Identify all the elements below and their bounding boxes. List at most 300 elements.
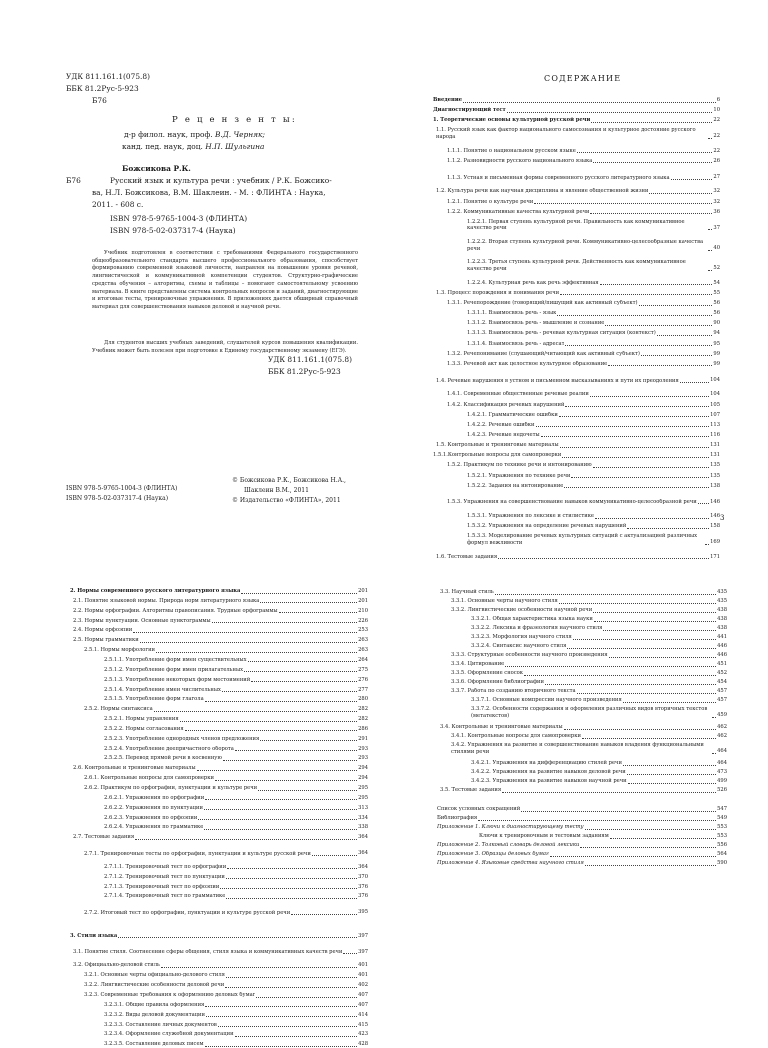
toc-entry-page: 370 xyxy=(358,873,368,880)
toc-entry xyxy=(451,607,727,614)
toc-leader-dots xyxy=(680,382,709,383)
bibliographic-line-1: Русский язык и культура речи : учебник / Р.К. Божсико- xyxy=(110,176,332,185)
toc-leader-dots xyxy=(536,426,710,427)
toc-leader-dots xyxy=(608,365,712,366)
toc-entry xyxy=(104,716,368,723)
toc-entry-title: 1.3.1. Речепорождение (говорящий/пишущий как активный субъект) xyxy=(447,300,638,306)
toc-leader-dots xyxy=(585,829,717,830)
toc-leader-dots xyxy=(505,666,716,667)
toc-entry-page: 435 xyxy=(717,598,727,604)
toc-leader-dots xyxy=(133,632,357,633)
toc-entry xyxy=(471,625,727,632)
toc-entry-title: 2.5.2.1. Нормы управления xyxy=(104,716,179,723)
toc-entry-page: 138 xyxy=(710,482,720,489)
toc-entry-title: 1.4. Речевые нарушения в устном и письменном высказываниях и пути их преодоления xyxy=(436,377,679,384)
toc-entry xyxy=(447,209,720,216)
isbn-bottom-2: ISBN 978-5-02-037317-4 (Наука) xyxy=(66,495,169,502)
toc-entry xyxy=(104,795,368,802)
toc-leader-dots xyxy=(180,721,357,722)
toc-entry-page: 27 xyxy=(713,174,720,181)
toc-entry xyxy=(73,962,368,969)
toc-entry-page: 428 xyxy=(358,1041,368,1048)
toc-entry-title: 1.3.1.1. Взаимосвязь речь - язык xyxy=(467,310,557,317)
toc-entry-page: 40 xyxy=(713,245,720,252)
toc-entry-page: 549 xyxy=(717,815,727,821)
toc-entry-page: 99 xyxy=(713,360,720,367)
toc-entry-page: 54 xyxy=(713,279,720,286)
toc-entry xyxy=(436,127,720,140)
toc-leader-dots xyxy=(206,1016,357,1017)
toc-entry xyxy=(447,402,720,409)
toc-entry-page: 56 xyxy=(713,300,720,306)
toc-leader-dots xyxy=(712,753,716,754)
toc-entry-page: 553 xyxy=(717,833,727,839)
toc-leader-dots xyxy=(627,528,709,529)
toc-entry-title: 3.3.3. Структурные особенности научного произведения xyxy=(451,652,608,658)
toc-entry xyxy=(467,513,720,520)
toc-entry-title: 1.3.1.2. Взаимосвязь речь - мышление и сознание xyxy=(467,320,605,327)
toc-entry-page: 452 xyxy=(717,670,727,676)
toc-entry xyxy=(440,589,727,596)
toc-entry xyxy=(447,148,720,155)
toc-entry xyxy=(440,787,727,794)
toc-entry xyxy=(104,1031,368,1038)
toc-entry xyxy=(479,833,727,840)
toc-entry-title: 3.2.1. Основные черты официально-делового стиля xyxy=(84,972,225,979)
toc-entry xyxy=(447,168,720,181)
toc-entry-title: 3.3.5. Оформление сносок xyxy=(451,670,524,676)
toc-leader-dots xyxy=(590,396,709,397)
toc-leader-dots xyxy=(600,284,713,285)
toc-entry-page: 116 xyxy=(710,431,720,438)
toc-entry xyxy=(437,815,727,822)
toc-entry-page: 423 xyxy=(358,1031,368,1038)
toc-entry-page: 291 xyxy=(358,735,368,742)
annotation: Учебник подготовлен в соответствии с требованиями Федерального государственного общеобразовательного стандарта высшего профессионального образования, способствует формированию современной языковой личности, направлен на повышение уровня речевой, лингвистической и коммуникативной компетенции студентов. Структурно-графические средства обучения – алгоритмы, схемы и таблицы – помогают самостоятельному усвоению материала. В книге представлены система контрольных вопросов и заданий, диагностирующие и итоговые тесты, тренировочные упражнения. В приложениях дается обширный справочный материал для совершенствования навыков деловой и научной речи. xyxy=(92,250,358,310)
toc-entry xyxy=(451,679,727,686)
toc-entry-page: 22 xyxy=(713,117,720,124)
toc-leader-dots xyxy=(708,270,712,271)
toc-entry-page: 553 xyxy=(717,824,727,830)
toc-entry-page: 113 xyxy=(710,421,720,428)
toc-entry-page: 556 xyxy=(717,842,727,848)
toc-entry-title: 1.2.1. Понятие о культуре речи xyxy=(447,198,534,205)
toc-entry xyxy=(467,533,720,546)
toc-leader-dots xyxy=(118,937,357,938)
toc-leader-dots xyxy=(205,1046,358,1047)
toc-entry-title: 3.3.2.4. Синтаксис научного стиля xyxy=(471,643,567,649)
toc-entry-title: 2.5.1.4. Употребление имен числительных xyxy=(104,686,221,693)
toc-entry-title: 1.5.3.3. Моделирование речевых культурных ситуаций с актуализацией различных формул вежливости xyxy=(467,533,698,546)
toc-entry xyxy=(436,442,720,449)
toc-entry-title: 1.1.1. Понятие о национальном русском языке xyxy=(447,147,576,154)
toc-entry-title: 3.2.3. Современные требования к оформлению деловых бумаг xyxy=(84,992,256,998)
toc-entry-title: 2.6.2. Практикум по орфографии, пунктуации и культуре речи xyxy=(84,785,258,791)
toc-leader-dots xyxy=(498,558,709,559)
toc-entry xyxy=(84,903,368,916)
toc-entry-page: 169 xyxy=(710,539,720,546)
toc-entry-title: 3.4.2.2. Упражнения на развитие навыков деловой речи xyxy=(471,769,626,775)
toc-entry xyxy=(84,775,368,782)
toc-entry-title: 2.5.2.3. Употребление однородных членов предложения xyxy=(104,735,260,742)
toc-entry-title: 3.4.2.3. Упражнения на развитие навыков научной речи xyxy=(471,778,627,784)
toc-entry-title: 3.2.3.3. Составление личных документов xyxy=(104,1021,217,1028)
toc-entry-title: 2.6.1. Контрольные вопросы для самопроверки xyxy=(84,775,214,782)
toc-leader-dots xyxy=(235,1036,358,1037)
toc-entry-title: 2.6.2.4. Упражнения по грамматике xyxy=(104,824,204,831)
toc-entry-title: 1.3.1.3. Взаимосвязь речь - речевая культурная ситуация (контекст) xyxy=(467,330,656,337)
toc-entry xyxy=(447,391,720,398)
toc-entry-page: 438 xyxy=(717,607,727,613)
toc-entry xyxy=(433,107,720,114)
annotation-audience: Для студентов высших учебных заведений, слушателей курсов повышения квалификации. Учебник может быть полезен при подготовке к Единому государственному экзамену (ЕГЭ). xyxy=(92,340,358,354)
toc-leader-dots xyxy=(225,987,357,988)
toc-entry-page: 364 xyxy=(358,850,368,857)
toc-entry-title: Список условных сокращений xyxy=(437,806,521,812)
toc-entry-page: 104 xyxy=(710,391,720,398)
toc-entry-page: 435 xyxy=(717,589,727,595)
toc-entry xyxy=(73,627,368,634)
toc-entry xyxy=(467,310,720,317)
toc-entry-page: 37 xyxy=(713,224,720,231)
toc-entry-page: 282 xyxy=(358,706,368,713)
toc-leader-dots xyxy=(521,811,716,812)
toc-entry-page: 32 xyxy=(713,188,720,195)
toc-entry-page: 263 xyxy=(358,637,368,644)
toc-leader-dots xyxy=(222,691,357,692)
toc-entry-page: 407 xyxy=(358,992,368,998)
toc-entry xyxy=(70,588,368,595)
toc-entry-title: 3.3.4. Цитирование xyxy=(451,661,505,667)
toc-entry-title: 3.3.2.1. Общая характеристика языка науки xyxy=(471,616,593,622)
toc-entry-title: 2. Нормы современного русского литературного языка xyxy=(70,588,241,594)
reviewer-1: д-р филол. наук, проф. В.Д. Черняк; xyxy=(124,130,265,139)
toc-entry-page: 438 xyxy=(717,625,727,631)
toc-entry-title: 3.3.2. Лингвистические особенности научной речи xyxy=(451,607,593,613)
copyright-1: © Божсикова Р.К., Божсикова Н.А., xyxy=(232,477,346,484)
author-mark-2: Б76 xyxy=(66,176,81,185)
toc-leader-dots xyxy=(595,518,709,519)
toc-entry xyxy=(437,842,727,849)
bibliographic-line-2: ва, Н.Л. Божсикова, В.М. Шаклеин. - М. : ФЛИНТА : Наука, xyxy=(92,188,326,197)
toc-entry xyxy=(467,280,720,287)
toc-entry xyxy=(104,1002,368,1009)
bbk-code: ББК 81.2Рус-5-923 xyxy=(66,84,139,93)
toc-entry-title: Приложение 3. Образцы деловых бумаг xyxy=(437,851,549,857)
toc-entry-title: 2.5.1.3. Употребление некоторых форм местоимений xyxy=(104,676,251,683)
toc-leader-dots xyxy=(541,436,709,437)
toc-leader-dots xyxy=(603,630,716,631)
toc-entry-page: 451 xyxy=(717,661,727,667)
toc-leader-dots xyxy=(258,790,357,791)
toc-leader-dots xyxy=(559,603,716,604)
isbn-flinta: ISBN 978-5-9765-1004-3 (ФЛИНТА) xyxy=(110,214,248,223)
toc-entry xyxy=(471,616,727,623)
toc-entry xyxy=(451,742,727,755)
toc-entry xyxy=(104,824,368,831)
toc-leader-dots xyxy=(279,612,358,613)
toc-entry-title: 2.6.2.2. Упражнения по пунктуации xyxy=(104,804,203,811)
toc-entry-page: 462 xyxy=(717,733,727,739)
toc-entry-page: 415 xyxy=(358,1021,368,1028)
toc-entry-title: 2.5.2.5. Перевод прямой речи в косвенную xyxy=(104,755,222,762)
toc-leader-dots xyxy=(204,829,357,830)
toc-entry-page: 473 xyxy=(717,769,727,775)
toc-entry-page: 334 xyxy=(358,814,368,821)
isbn-nauka: ISBN 978-5-02-037317-4 (Наука) xyxy=(110,226,236,235)
toc-entry-page: 104 xyxy=(710,377,720,384)
toc-entry-page: 32 xyxy=(713,198,720,205)
toc-entry-title: 3.4.2. Упражнения на развитие и совершенствование навыков владения функциональными стилями речи xyxy=(451,742,704,755)
toc-entry-title: 3.4. Контрольные и тренинговые материалы xyxy=(440,724,563,730)
toc-entry xyxy=(104,657,368,664)
toc-entry xyxy=(451,661,727,668)
toc-entry-page: 146 xyxy=(710,513,720,520)
toc-entry xyxy=(471,634,727,641)
udk-code-2: УДК 811.161.1(075.8) xyxy=(268,355,352,364)
toc-leader-dots xyxy=(712,717,716,718)
toc-entry-title: 3.3.2.3. Морфология научного стиля xyxy=(471,634,572,640)
toc-leader-dots xyxy=(671,179,713,180)
toc-entry-page: 22 xyxy=(713,147,720,154)
toc-entry-page: 364 xyxy=(358,863,368,870)
toc-entry-page: 171 xyxy=(710,553,720,560)
toc-entry-title: 1.1.3. Устная и письменная формы современного русского литературного языка xyxy=(447,174,670,181)
toc-entry-page: 395 xyxy=(358,909,368,916)
toc-entry-title: Приложение 4. Языковые средства научного стиля xyxy=(437,860,584,866)
toc-entry-page: 499 xyxy=(717,778,727,784)
toc-leader-dots xyxy=(260,740,357,741)
toc-entry-title: 3.3.7.2. Особенности содержания и оформления различных видов вторичных текстов (метатекстов) xyxy=(471,706,708,719)
toc-leader-dots xyxy=(571,477,709,478)
toc-entry xyxy=(73,608,368,615)
toc-entry xyxy=(467,239,720,252)
toc-entry xyxy=(433,452,720,459)
toc-entry-page: 454 xyxy=(717,679,727,685)
toc-leader-dots xyxy=(223,760,357,761)
toc-entry xyxy=(73,618,368,625)
toc-entry-page: 52 xyxy=(713,265,720,272)
toc-entry-page: 401 xyxy=(358,962,368,969)
reviewers-heading: Р е ц е н з е н т ы: xyxy=(172,115,297,125)
copyright-3: © Издательство «ФЛИНТА», 2011 xyxy=(232,497,341,504)
toc-entry-page: 457 xyxy=(717,688,727,694)
toc-entry-title: 1.5.3.1. Упражнения по лексике и стилистике xyxy=(467,513,595,520)
toc-entry-title: 3.3.6. Оформление библиографии xyxy=(451,679,544,685)
udk-code: УДК 811.161.1(075.8) xyxy=(66,72,150,81)
toc-leader-dots xyxy=(235,750,357,751)
toc-entry-title: 2.5. Нормы грамматики xyxy=(73,637,139,644)
toc-entry xyxy=(104,1022,368,1029)
toc-leader-dots xyxy=(463,102,716,103)
toc-entry xyxy=(104,736,368,743)
toc-entry xyxy=(467,219,720,232)
toc-leader-dots xyxy=(140,642,357,643)
toc-leader-dots xyxy=(507,112,713,113)
toc-entry xyxy=(467,330,720,337)
toc-entry-title: 1.4.1. Современные общественные речевые реалии xyxy=(447,391,589,398)
toc-entry xyxy=(73,598,368,605)
toc-entry-page: 264 xyxy=(358,656,368,663)
toc-leader-dots xyxy=(135,839,357,840)
toc-entry xyxy=(440,724,727,731)
toc-entry-page: 135 xyxy=(710,472,720,479)
toc-leader-dots xyxy=(591,122,712,123)
toc-entry-page: 462 xyxy=(717,724,727,730)
toc-entry-page: 438 xyxy=(717,616,727,622)
toc-entry-title: 3.3.7. Работа по созданию вторичного текста xyxy=(451,688,576,694)
toc-leader-dots xyxy=(593,612,716,613)
toc-entry-title: 2.1. Понятие языковой нормы. Природа норм литературного языка xyxy=(73,597,260,604)
toc-entry-page: 286 xyxy=(358,725,368,732)
toc-leader-dots xyxy=(708,250,712,251)
toc-leader-dots xyxy=(593,467,709,468)
toc-leader-dots xyxy=(478,820,716,821)
toc-entry-title: 2.4. Нормы орфоэпии xyxy=(73,627,133,634)
toc-entry-page: 526 xyxy=(717,787,727,793)
toc-entry-page: 275 xyxy=(358,666,368,673)
toc-leader-dots xyxy=(197,770,358,771)
toc-entry xyxy=(471,643,727,650)
toc-entry-page: 397 xyxy=(358,948,368,955)
toc-entry-page: 376 xyxy=(358,893,368,900)
toc-leader-dots xyxy=(705,544,709,545)
toc-entry xyxy=(471,769,727,776)
toc-leader-dots xyxy=(609,657,717,658)
toc-leader-dots xyxy=(156,652,357,653)
toc-entry-title: 2.3. Нормы пунктуации. Основные пунктограммы xyxy=(73,617,211,624)
toc-entry xyxy=(447,300,720,307)
toc-entry-page: 364 xyxy=(358,834,368,841)
toc-leader-dots xyxy=(580,847,716,848)
toc-entry-page: 131 xyxy=(710,442,720,449)
toc-entry-page: 407 xyxy=(358,1001,368,1008)
toc-entry-title: 2.5.2.2. Нормы согласования xyxy=(104,725,184,732)
toc-entry-title: 2.5.1. Нормы морфологии xyxy=(84,647,155,654)
toc-entry-title: 3.3. Научный стиль xyxy=(440,589,494,595)
toc-entry-page: 276 xyxy=(358,676,368,683)
toc-entry xyxy=(437,860,727,867)
bibliographic-line-3: 2011. - 608 с. xyxy=(92,200,144,209)
toc-entry xyxy=(73,834,368,841)
toc-entry xyxy=(104,667,368,674)
toc-entry xyxy=(451,670,727,677)
toc-entry-title: 1.1.2. Разновидности русского национального языка xyxy=(447,157,593,164)
toc-leader-dots xyxy=(244,671,357,672)
toc-leader-dots xyxy=(562,457,709,458)
toc-entry-page: 441 xyxy=(717,634,727,640)
toc-entry-page: 10 xyxy=(713,107,720,114)
toc-entry xyxy=(471,697,727,704)
toc-leader-dots xyxy=(524,675,716,676)
toc-entry xyxy=(451,652,727,659)
toc-entry xyxy=(467,259,720,272)
toc-leader-dots xyxy=(312,855,357,856)
toc-entry xyxy=(436,371,720,384)
toc-entry-page: 90 xyxy=(713,320,720,327)
toc-leader-dots xyxy=(585,865,716,866)
contents-page-1 xyxy=(390,50,768,560)
toc-entry-title: 1.3. Процесс порождения и понимания речи xyxy=(436,289,560,296)
toc-entry xyxy=(471,760,727,767)
toc-leader-dots xyxy=(560,294,712,295)
toc-leader-dots xyxy=(628,783,716,784)
toc-entry-page: 135 xyxy=(710,462,720,469)
toc-leader-dots xyxy=(226,898,357,899)
toc-entry xyxy=(104,884,368,891)
toc-leader-dots xyxy=(577,152,713,153)
toc-entry xyxy=(447,351,720,358)
toc-entry-page: 457 xyxy=(717,697,727,703)
toc-entry-page: 36 xyxy=(713,208,720,215)
toc-entry-title: 3.2.3.1. Общие правила оформления xyxy=(104,1001,205,1008)
toc-entry-title: 1.4.2.1. Грамматические ошибки xyxy=(467,411,558,418)
toc-leader-dots xyxy=(623,765,716,766)
toc-entry xyxy=(447,462,720,469)
toc-entry-page: 95 xyxy=(713,340,720,347)
toc-entry xyxy=(437,806,727,813)
toc-entry xyxy=(467,483,720,490)
toc-leader-dots xyxy=(564,729,717,730)
toc-entry xyxy=(84,982,368,989)
contents-page-3 xyxy=(390,570,768,1024)
toc-entry-page: 293 xyxy=(358,755,368,762)
toc-entry-title: 3.1. Понятие стиля. Соотнесение сферы общения, стиля языка и коммуникативных качеств речи xyxy=(73,949,343,956)
toc-leader-dots xyxy=(559,416,709,417)
toc-entry-title: 3.2.3.4. Оформление служебной документации xyxy=(104,1031,234,1038)
toc-entry-page: 294 xyxy=(358,765,368,772)
toc-leader-dots xyxy=(226,977,357,978)
toc-entry xyxy=(104,874,368,881)
toc-entry-title: 3.3.7.1. Основные компрессии научного произведения xyxy=(471,697,622,703)
toc-entry-title: 1.5.3.2. Упражнения на определение речевых нарушений xyxy=(467,523,627,530)
toc-leader-dots xyxy=(641,355,713,356)
toc-entry-title: 2.7.1.4. Тренировочный тест по грамматике xyxy=(104,893,226,900)
toc-entry-title: 2.7.1.3. Тренировочный тест по орфоэпии xyxy=(104,883,220,890)
toc-entry-title: 1.5.3. Упражнения на совершенствование навыков коммуникативно-целесообразной речи xyxy=(447,499,697,506)
toc-leader-dots xyxy=(550,856,716,857)
toc-entry-page: 210 xyxy=(358,607,368,614)
toc-entry-title: 2.7.1. Тренировочные тесты по орфографии, пунктуации и культуре русской речи xyxy=(84,850,311,857)
toc-leader-dots xyxy=(205,701,357,702)
toc-leader-dots xyxy=(185,730,358,731)
toc-entry-title: 3.2. Официально-деловой стиль xyxy=(73,962,160,969)
toc-entry-page: 459 xyxy=(717,712,727,718)
toc-entry-page: 338 xyxy=(358,824,368,831)
toc-entry-title: 1.4.2. Классификация речевых нарушений xyxy=(447,401,565,408)
toc-entry-page: 26 xyxy=(713,157,720,164)
toc-entry-title: 1.5.2.2. Задания на интонирование xyxy=(467,482,564,489)
toc-entry-title: 2.5.1.2. Употребление форм имен прилагательных xyxy=(104,666,244,673)
toc-entry-page: 397 xyxy=(358,932,368,939)
toc-leader-dots xyxy=(248,661,358,662)
toc-entry-title: 3. Стили языка xyxy=(70,932,118,939)
toc-entry xyxy=(436,188,720,195)
toc-entry-page: 446 xyxy=(717,643,727,649)
toc-leader-dots xyxy=(610,838,716,839)
toc-entry-title: 1. Теоретические основы культурной русской речи xyxy=(433,117,591,124)
toc-entry xyxy=(447,361,720,368)
toc-leader-dots xyxy=(623,702,716,703)
toc-entry-title: 1.2.2. Коммуникативные качества культурной речи xyxy=(447,208,590,215)
toc-leader-dots xyxy=(557,315,712,316)
toc-entry xyxy=(467,432,720,439)
toc-leader-dots xyxy=(198,819,357,820)
toc-leader-dots xyxy=(577,693,716,694)
toc-entry xyxy=(433,117,720,124)
toc-entry xyxy=(467,412,720,419)
toc-entry-page: 402 xyxy=(358,982,368,989)
